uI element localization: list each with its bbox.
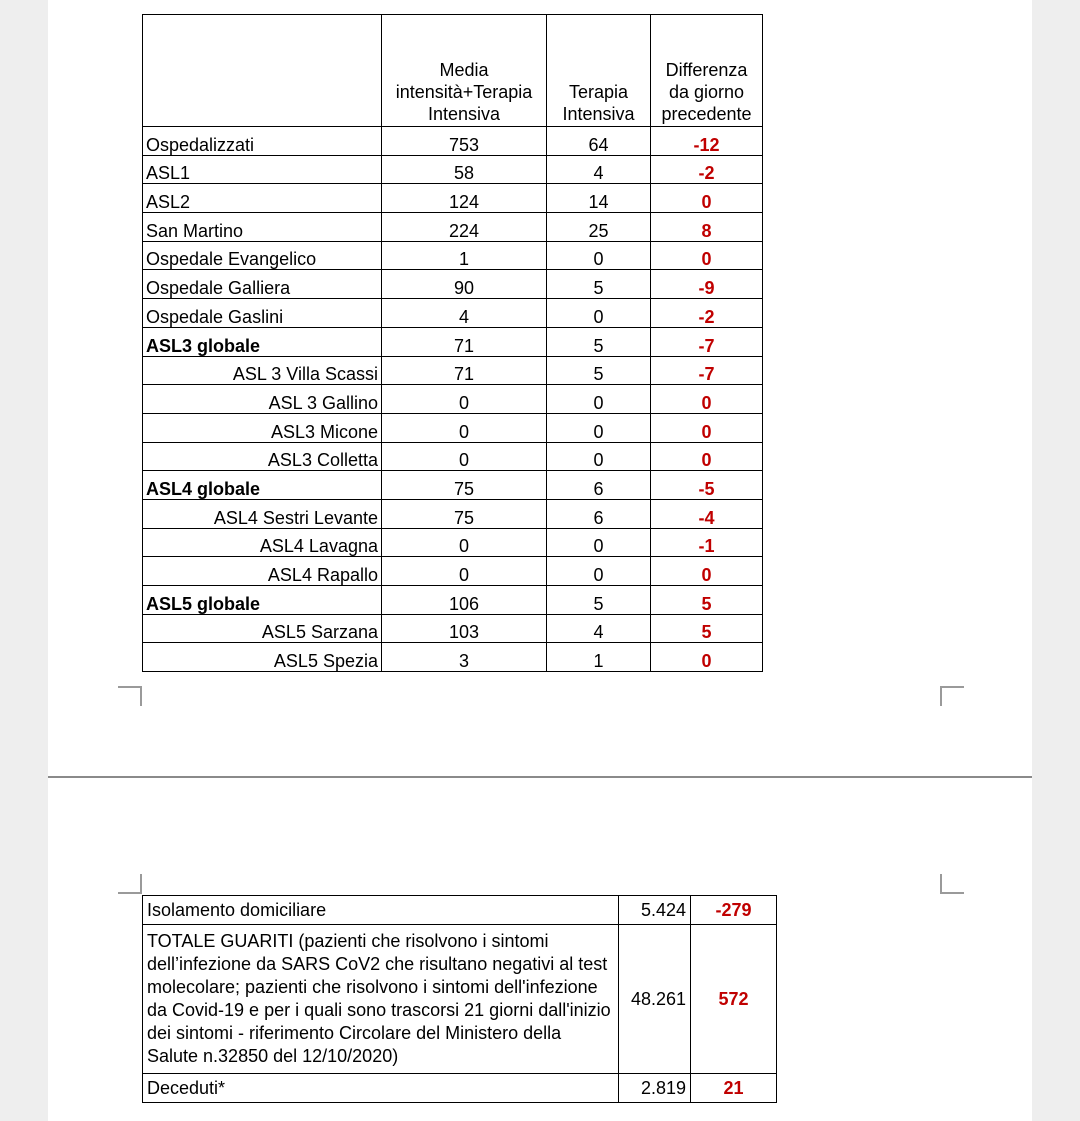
- margin-corner-mark: [118, 686, 142, 706]
- media-value-cell: 0: [382, 385, 547, 414]
- row-name-cell: ASL5 Sarzana: [143, 614, 382, 643]
- table-row: [143, 442, 763, 471]
- diff-value-cell: -12: [651, 127, 763, 156]
- deceduti-value: 2.819: [619, 1074, 691, 1103]
- media-value-cell: 103: [382, 614, 547, 643]
- terapia-value-cell: 0: [547, 528, 651, 557]
- diff-value-cell: -2: [651, 299, 763, 328]
- terapia-value-cell: 1: [547, 643, 651, 672]
- guariti-value: 48.261: [619, 925, 691, 1074]
- row-name-cell: ASL4 Rapallo: [143, 557, 382, 586]
- row-name-cell: Ospedale Gaslini: [143, 299, 382, 328]
- row-name-cell: ASL 3 Villa Scassi: [143, 356, 382, 385]
- guariti-label: TOTALE GUARITI (pazienti che risolvono i sintomi dell’infezione da SARS CoV2 che risultano negativi al test molecolare; pazienti che risolvono i sintomi dell'infezione da Covid-19 e per i quali sono trascorsi 21 giorni dall'inizio dei sintomi - riferimento Circolare del Ministero della Salute n.32850 del 12/10/2020): [143, 925, 619, 1074]
- row-name-cell: ASL5 globale: [143, 586, 382, 615]
- diff-value-cell: 0: [651, 385, 763, 414]
- table-row: [143, 356, 763, 385]
- margin-corner-mark: [940, 874, 964, 894]
- table-row: [143, 614, 763, 643]
- row-name-cell: San Martino: [143, 213, 382, 242]
- terapia-value-cell: 4: [547, 155, 651, 184]
- media-value-cell: 75: [382, 471, 547, 500]
- diff-value-cell: 5: [651, 614, 763, 643]
- summary-table: [142, 895, 777, 1103]
- header-media-intensita: Media intensità+Terapia Intensiva: [382, 15, 547, 127]
- table-row: [143, 385, 763, 414]
- row-name-cell: ASL4 Lavagna: [143, 528, 382, 557]
- row-name-cell: ASL1: [143, 155, 382, 184]
- row-name-cell: ASL5 Spezia: [143, 643, 382, 672]
- terapia-value-cell: 14: [547, 184, 651, 213]
- isolamento-label: Isolamento domiciliare: [143, 896, 619, 925]
- media-value-cell: 71: [382, 327, 547, 356]
- terapia-value-cell: 4: [547, 614, 651, 643]
- terapia-value-cell: 5: [547, 586, 651, 615]
- media-value-cell: 90: [382, 270, 547, 299]
- diff-value-cell: -5: [651, 471, 763, 500]
- diff-value-cell: -7: [651, 327, 763, 356]
- isolamento-diff: -279: [691, 896, 777, 925]
- media-value-cell: 0: [382, 557, 547, 586]
- margin-corner-mark: [940, 686, 964, 706]
- diff-value-cell: 5: [651, 586, 763, 615]
- terapia-value-cell: 0: [547, 299, 651, 328]
- table-row: [143, 499, 763, 528]
- table-row: [143, 213, 763, 242]
- table-row: [143, 471, 763, 500]
- diff-value-cell: -7: [651, 356, 763, 385]
- deceduti-diff: 21: [691, 1074, 777, 1103]
- table-row: [143, 528, 763, 557]
- table-row: [143, 155, 763, 184]
- row-name-cell: Ospedalizzati: [143, 127, 382, 156]
- terapia-value-cell: 5: [547, 327, 651, 356]
- header-terapia-intensiva: Terapia Intensiva: [547, 15, 651, 127]
- table-row: [143, 925, 777, 1074]
- terapia-value-cell: 6: [547, 471, 651, 500]
- terapia-value-cell: 0: [547, 413, 651, 442]
- table-row: [143, 241, 763, 270]
- terapia-value-cell: 0: [547, 241, 651, 270]
- media-value-cell: 753: [382, 127, 547, 156]
- row-name-cell: ASL4 Sestri Levante: [143, 499, 382, 528]
- table-row: [143, 586, 763, 615]
- row-name-cell: Ospedale Galliera: [143, 270, 382, 299]
- table-row: [143, 270, 763, 299]
- row-name-cell: Ospedale Evangelico: [143, 241, 382, 270]
- row-name-cell: ASL4 globale: [143, 471, 382, 500]
- isolamento-value: 5.424: [619, 896, 691, 925]
- diff-value-cell: 0: [651, 557, 763, 586]
- terapia-value-cell: 0: [547, 385, 651, 414]
- diff-value-cell: -1: [651, 528, 763, 557]
- table-row: [143, 299, 763, 328]
- table-row: [143, 327, 763, 356]
- margin-corner-mark: [118, 874, 142, 894]
- media-value-cell: 106: [382, 586, 547, 615]
- media-value-cell: 75: [382, 499, 547, 528]
- hospitalization-table: [142, 14, 763, 672]
- terapia-value-cell: 5: [547, 356, 651, 385]
- header-differenza: Differenza da giorno precedente: [651, 15, 763, 127]
- diff-value-cell: 0: [651, 643, 763, 672]
- row-name-cell: ASL2: [143, 184, 382, 213]
- diff-value-cell: -2: [651, 155, 763, 184]
- diff-value-cell: 0: [651, 442, 763, 471]
- terapia-value-cell: 25: [547, 213, 651, 242]
- diff-value-cell: -9: [651, 270, 763, 299]
- terapia-value-cell: 6: [547, 499, 651, 528]
- row-name-cell: ASL3 globale: [143, 327, 382, 356]
- media-value-cell: 0: [382, 413, 547, 442]
- table-row: [143, 127, 763, 156]
- media-value-cell: 124: [382, 184, 547, 213]
- media-value-cell: 4: [382, 299, 547, 328]
- table-row: [143, 557, 763, 586]
- table-row: [143, 643, 763, 672]
- table-row: [143, 1074, 777, 1103]
- media-value-cell: 3: [382, 643, 547, 672]
- media-value-cell: 0: [382, 528, 547, 557]
- media-value-cell: 0: [382, 442, 547, 471]
- diff-value-cell: 0: [651, 241, 763, 270]
- row-name-cell: ASL3 Micone: [143, 413, 382, 442]
- deceduti-label: Deceduti*: [143, 1074, 619, 1103]
- row-name-cell: ASL3 Colletta: [143, 442, 382, 471]
- diff-value-cell: -4: [651, 499, 763, 528]
- table-header-row: [143, 15, 763, 127]
- terapia-value-cell: 5: [547, 270, 651, 299]
- diff-value-cell: 8: [651, 213, 763, 242]
- media-value-cell: 224: [382, 213, 547, 242]
- table-row: [143, 896, 777, 925]
- header-cell-empty: [143, 15, 382, 127]
- table-row: [143, 413, 763, 442]
- guariti-diff: 572: [691, 925, 777, 1074]
- row-name-cell: ASL 3 Gallino: [143, 385, 382, 414]
- table-row: [143, 184, 763, 213]
- diff-value-cell: 0: [651, 184, 763, 213]
- diff-value-cell: 0: [651, 413, 763, 442]
- terapia-value-cell: 64: [547, 127, 651, 156]
- media-value-cell: 58: [382, 155, 547, 184]
- media-value-cell: 71: [382, 356, 547, 385]
- terapia-value-cell: 0: [547, 557, 651, 586]
- terapia-value-cell: 0: [547, 442, 651, 471]
- media-value-cell: 1: [382, 241, 547, 270]
